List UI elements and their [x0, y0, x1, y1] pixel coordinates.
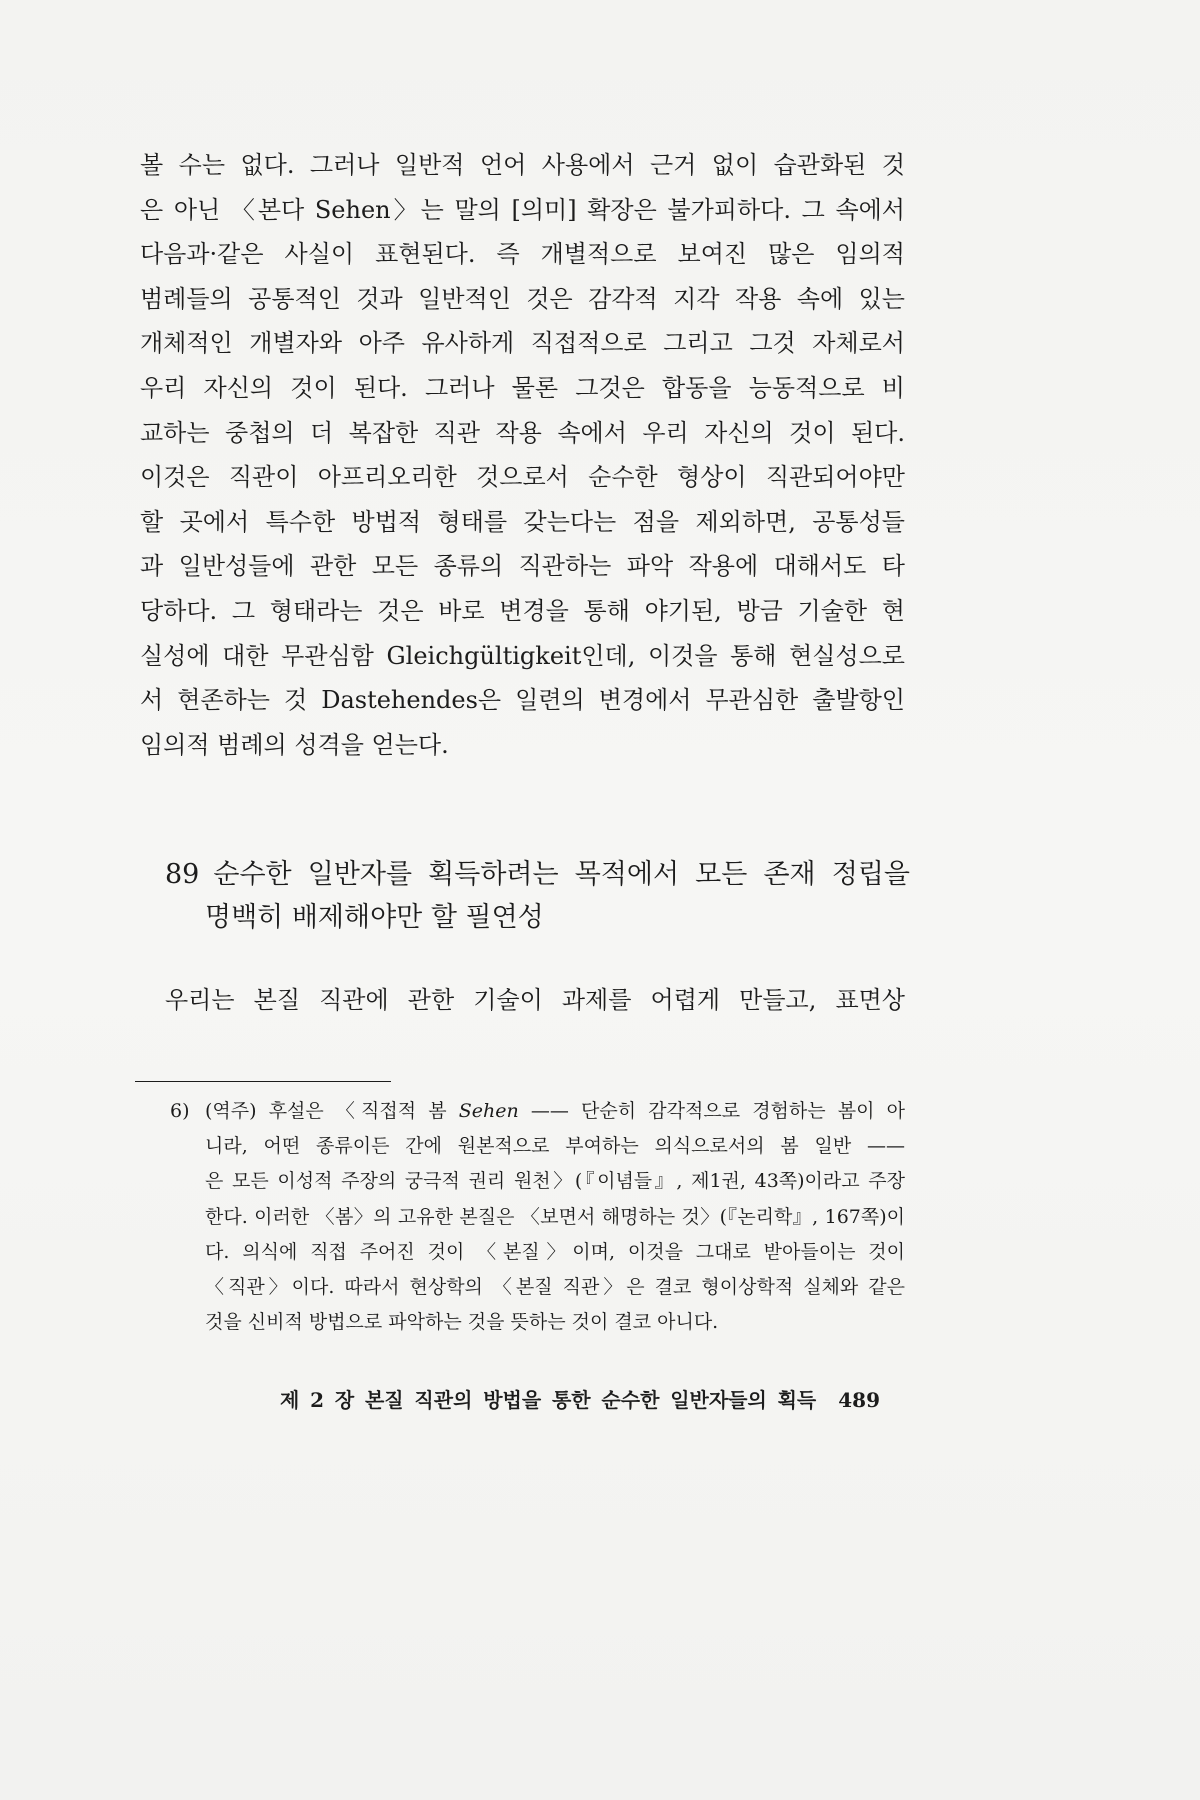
footnote-text: (역주) 후설은 〈직접적 봄	[205, 1100, 459, 1122]
footnote-line: 은 모든 이성적 주장의 궁극적 권리 원천〉(『이념들』, 제1권, 43쪽)이라고 주장	[205, 1170, 905, 1193]
footnote-italic-term: Sehen	[458, 1100, 519, 1122]
body-line: 임의적 범례의 성격을 얻는다.	[140, 730, 449, 759]
footnote-line: 한다. 이러한 〈봄〉의 고유한 본질은 〈보면서 해명하는 것〉(『논리학』, 167쪽)이	[205, 1205, 905, 1228]
body-paragraph	[140, 143, 905, 767]
body-line: 서 현존하는 것 Dastehendes은 일련의 변경에서 무관심한 출발항인	[140, 686, 905, 715]
running-head: 제 2 장 본질 직관의 방법을 통한 순수한 일반자들의 획득	[280, 1388, 817, 1412]
body-line: 볼 수는 없다. 그러나 일반적 언어 사용에서 근거 없이 습관화된 것	[140, 151, 905, 179]
section-heading	[165, 853, 910, 939]
footnote-text: —— 단순히 감각적으로 경험하는 봄이 아	[518, 1100, 905, 1122]
body-line: 실성에 대한 무관심함 Gleichgültigkeit인데, 이것을 통해 현실성으로	[140, 641, 905, 670]
body-line: 할 곳에서 특수한 방법적 형태를 갖는다는 점을 제외하면, 공통성들	[140, 507, 905, 536]
section-title-line: 순수한 일반자를 획득하려는 목적에서 모든 존재 정립을	[213, 859, 910, 890]
body-line: 과 일반성들에 관한 모든 종류의 직관하는 파악 작용에 대해서도 타	[140, 552, 905, 581]
section-number: 89	[165, 859, 200, 890]
body-line: 교하는 중첩의 더 복잡한 직관 작용 속에서 우리 자신의 것이 된다.	[140, 418, 905, 447]
footnote-line: 다. 의식에 직접 주어진 것이 〈본질〉이며, 이것을 그대로 받아들이는 것이	[205, 1240, 905, 1263]
page-number: 489	[838, 1388, 880, 1412]
footnote-line: 〈직관〉이다. 따라서 현상학의 〈본질 직관〉은 결코 형이상학적 실체와 같은	[205, 1276, 905, 1299]
body-line: 은 아닌 〈본다 Sehen〉는 말의 [의미] 확장은 불가피하다. 그 속에서	[140, 195, 905, 224]
footnote-marker: 6)	[170, 1100, 190, 1122]
section-title-line: 명백히 배제해야만 할 필연성	[205, 902, 544, 933]
page-footer	[280, 1386, 880, 1414]
footnote-line: 것을 신비적 방법으로 파악하는 것을 뜻하는 것이 결코 아니다.	[205, 1311, 719, 1334]
footnote-line	[205, 1094, 905, 1129]
next-paragraph	[165, 978, 905, 1022]
body-line: 우리는 본질 직관에 관한 기술이 과제를 어렵게 만들고, 표면상	[165, 986, 905, 1014]
body-line: 개체적인 개별자와 아주 유사하게 직접적으로 그리고 그것 자체로서	[140, 329, 905, 358]
footnote	[170, 1094, 905, 1340]
body-line: 당하다. 그 형태라는 것은 바로 변경을 통해 야기된, 방금 기술한 현	[140, 596, 905, 625]
footnote-divider	[135, 1081, 391, 1082]
body-line: 우리 자신의 것이 된다. 그러나 물론 그것은 합동을 능동적으로 비	[140, 373, 905, 402]
body-line: 이것은 직관이 아프리오리한 것으로서 순수한 형상이 직관되어야만	[140, 463, 905, 492]
body-line: 다음과·같은 사실이 표현된다. 즉 개별적으로 보여진 많은 임의적	[140, 240, 905, 269]
body-line: 범례들의 공통적인 것과 일반적인 것은 감각적 지각 작용 속에 있는	[140, 284, 905, 313]
footnote-line: 니라, 어떤 종류이든 간에 원본적으로 부여하는 의식으로서의 봄 일반 ——	[205, 1135, 905, 1158]
section-heading-line	[165, 853, 910, 896]
